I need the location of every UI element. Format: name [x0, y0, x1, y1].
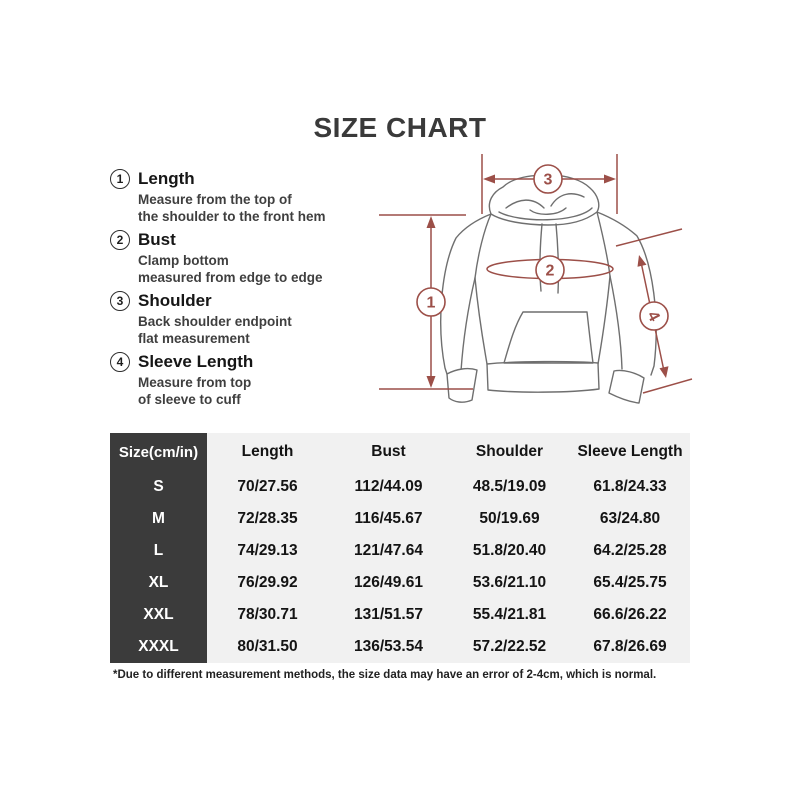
column-header-sleeve-length: Sleeve Length: [577, 443, 683, 460]
shoulder-value: 50/19.69: [479, 510, 540, 527]
bust-value: 121/47.64: [354, 542, 423, 559]
column-header-shoulder: Shoulder: [475, 443, 544, 460]
bust-value: 131/51.57: [354, 606, 423, 623]
size-label: L: [110, 535, 207, 567]
size-label: XL: [110, 567, 207, 599]
size-table: [110, 433, 690, 663]
measurement-guide: [110, 169, 355, 413]
guide-item-desc-line: the shoulder to the front hem: [138, 208, 326, 224]
sleeve-value: 61.8/24.33: [593, 478, 667, 495]
length-value: 72/28.35: [237, 510, 298, 527]
shoulder-value: 53.6/21.10: [472, 574, 547, 591]
sleeve-value: 64.2/25.28: [593, 542, 667, 559]
size-disclaimer: *Due to different measurement methods, the size data may have an error of 2-4cm, which is normal.: [113, 669, 657, 681]
guide-item-shoulder: [110, 291, 355, 347]
length-value: 70/27.56: [237, 478, 298, 495]
sleeve-value: 65.4/25.75: [593, 574, 667, 591]
bust-value: 116/45.67: [354, 510, 423, 527]
guide-item-desc-line: Measure from top: [138, 375, 252, 390]
sleeve-value: 63/24.80: [599, 510, 661, 527]
guide-item-length: [110, 169, 355, 225]
column-header-size: Size(cm/in): [110, 433, 207, 471]
guide-item-bust: [110, 230, 355, 286]
sleeve-value: 67.8/26.69: [593, 638, 667, 655]
hoodie-outline-drawing: [441, 175, 656, 403]
length-value: 80/31.50: [237, 638, 298, 655]
annotation-bust-ellipse: [487, 256, 613, 284]
bust-value: 126/49.61: [354, 574, 423, 591]
annotation-number: 4: [643, 308, 663, 325]
guide-item-desc-line: flat measurement: [138, 330, 250, 346]
size-label: XXL: [110, 599, 207, 631]
table-row-s: [110, 471, 690, 503]
sleeve-value: 66.6/26.22: [593, 606, 667, 623]
guide-item-desc-line: measured from edge to edge: [138, 269, 323, 285]
annotation-number: 3: [543, 171, 553, 189]
guide-item-desc-line: Clamp bottom: [138, 253, 229, 268]
shoulder-value: 48.5/19.09: [472, 478, 547, 495]
column-header-bust: Bust: [371, 443, 406, 460]
shoulder-value: 51.8/20.40: [472, 542, 547, 559]
bust-value: 136/53.54: [354, 638, 423, 655]
page-title: SIZE CHART: [313, 112, 487, 143]
guide-item-label: Sleeve Length: [138, 352, 254, 371]
circled-number-2-icon: 2: [110, 230, 130, 250]
guide-item-sleeve-length: [110, 352, 355, 408]
length-value: 74/29.13: [237, 542, 298, 559]
hoodie-measurement-diagram: [360, 150, 700, 425]
guide-item-desc-line: of sleeve to cuff: [138, 391, 241, 407]
length-value: 76/29.92: [237, 574, 298, 591]
guide-item-label: Shoulder: [138, 291, 212, 310]
size-table-header-row: [110, 433, 690, 471]
table-row-l: [110, 535, 690, 567]
circled-number-4-icon: 4: [110, 352, 130, 372]
table-row-xxl: [110, 599, 690, 631]
bust-value: 112/44.09: [354, 478, 423, 495]
size-label: XXXL: [110, 631, 207, 663]
annotation-sleeve-arrow: [616, 229, 692, 393]
shoulder-value: 57.2/22.52: [472, 638, 547, 655]
size-label: S: [110, 471, 207, 503]
annotation-length-arrow: [379, 215, 473, 389]
guide-item-desc-line: Back shoulder endpoint: [138, 314, 292, 329]
annotation-number: 2: [545, 262, 555, 280]
column-header-length: Length: [241, 443, 294, 460]
guide-item-label: Length: [138, 169, 195, 188]
table-row-xxxl: [110, 631, 690, 663]
size-label: M: [110, 503, 207, 535]
annotation-number: 1: [426, 294, 436, 312]
table-row-m: [110, 503, 690, 535]
shoulder-value: 55.4/21.81: [472, 606, 547, 623]
circled-number-3-icon: 3: [110, 291, 130, 311]
circled-number-1-icon: 1: [110, 169, 130, 189]
guide-item-desc-line: Measure from the top of: [138, 192, 292, 207]
length-value: 78/30.71: [237, 606, 298, 623]
guide-item-label: Bust: [138, 230, 176, 249]
table-row-xl: [110, 567, 690, 599]
